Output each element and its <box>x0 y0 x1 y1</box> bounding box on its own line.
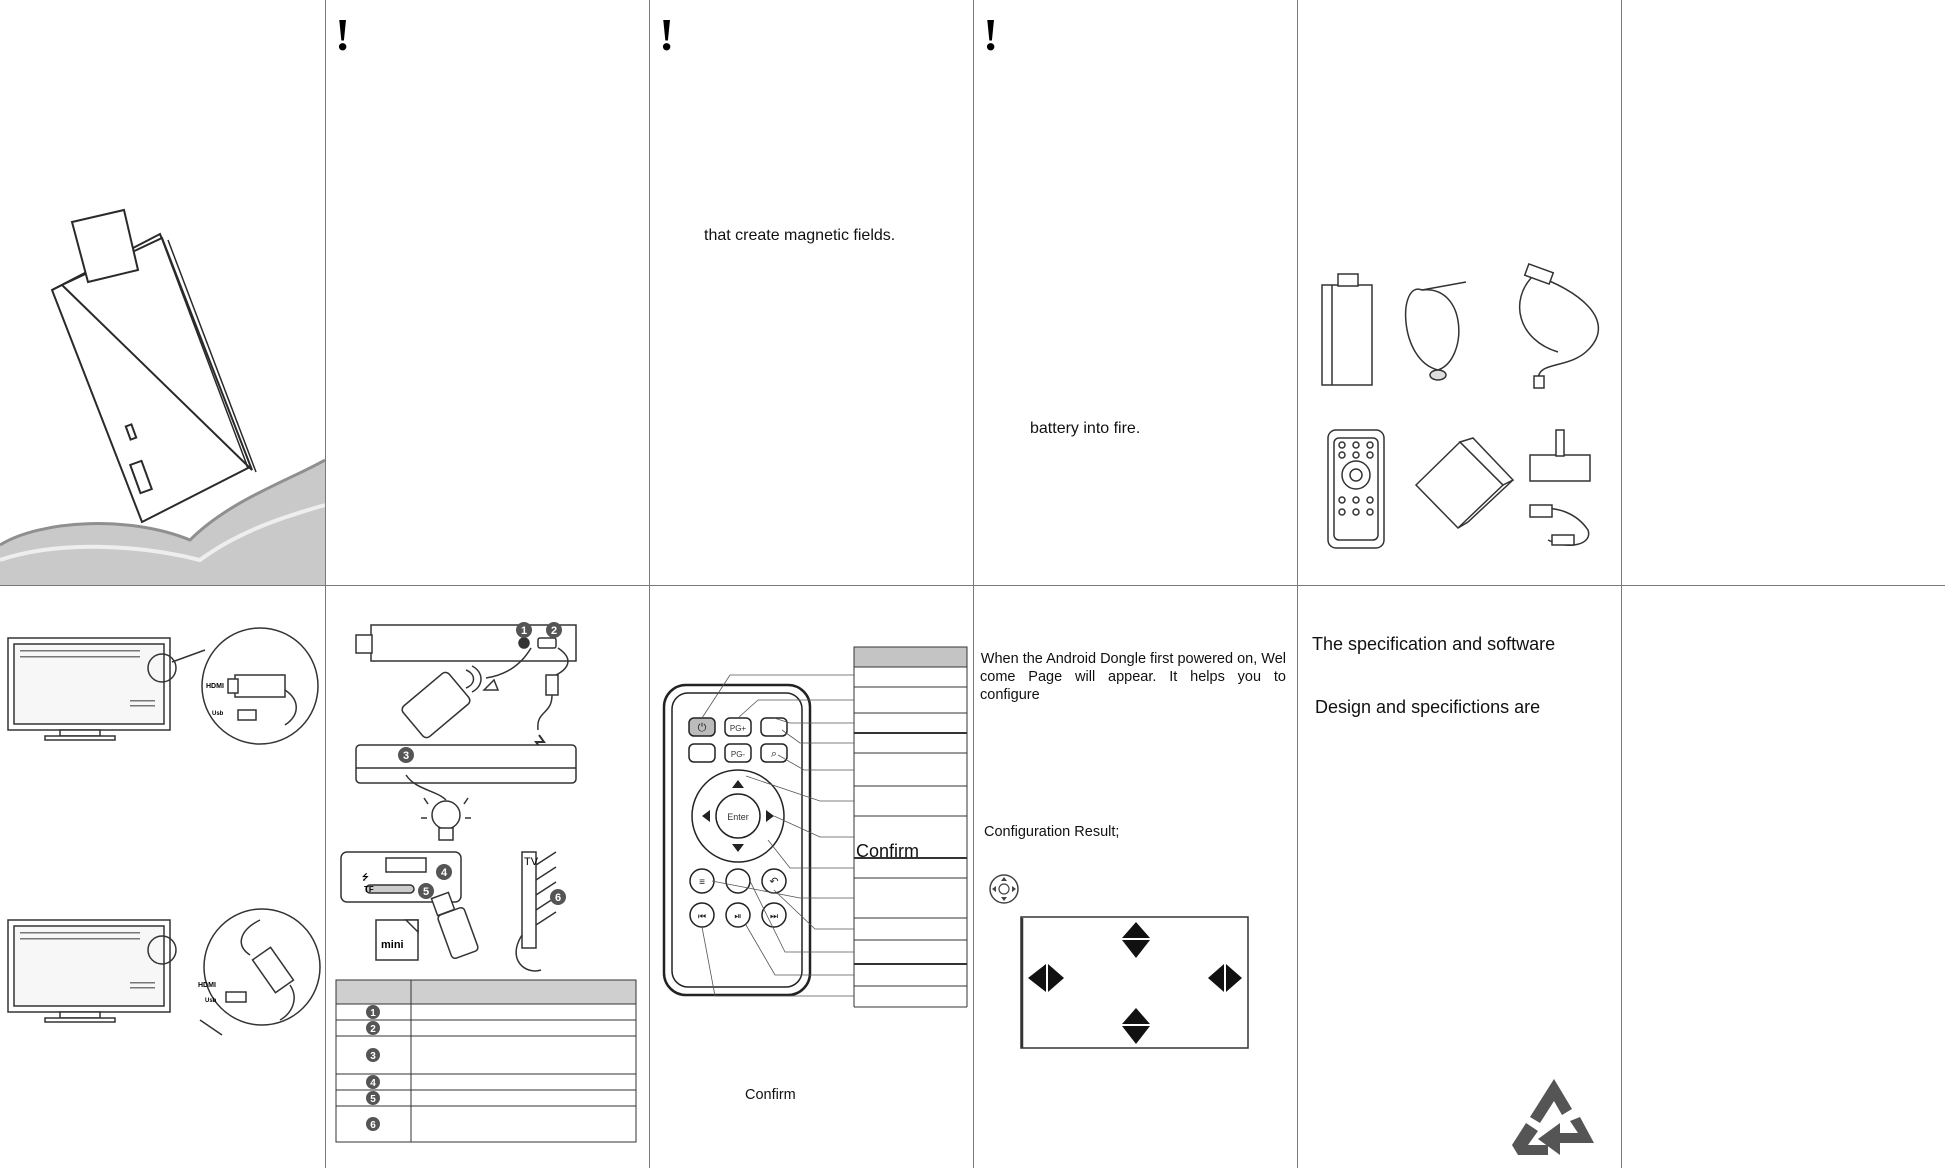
pg-up-label: PG+ <box>729 724 747 733</box>
play-pause-icon: ⏯ <box>734 911 742 921</box>
previous-icon: ⏮ <box>697 911 707 921</box>
menu-icon: ≡ <box>699 877 705 888</box>
recycle-icon <box>1512 1075 1596 1159</box>
next-icon: ⏭ <box>769 911 779 921</box>
exclamation-icon: ! <box>983 9 999 60</box>
magnetic-fields-text: that create magnetic fields. <box>704 227 896 244</box>
row-divider <box>0 585 1945 586</box>
svg-text:3: 3 <box>402 750 410 762</box>
remote-label-table <box>854 647 967 1007</box>
table-row: 3 <box>370 1051 376 1062</box>
table-row: 6 <box>370 1120 376 1131</box>
remote-confirm-text: Confirm <box>745 1087 796 1103</box>
usb-symbol: ⭍ <box>362 873 369 882</box>
tv-label: TV <box>524 856 539 868</box>
pg-down-label: PG- <box>730 750 746 759</box>
search-icon: ⌕ <box>770 748 778 760</box>
dpad-icon <box>988 873 1020 905</box>
spec-line-1: The specification and software <box>1312 634 1556 654</box>
configuration-result-label: Configuration Result; <box>984 824 1120 840</box>
column-divider <box>973 0 974 1168</box>
setup-intro-line: When the Android Dongle first powered on, Wel <box>980 651 1286 667</box>
column-divider <box>1621 0 1622 1168</box>
mini-sd-label: mini <box>381 939 404 951</box>
cover-dongle-illustration <box>0 0 325 585</box>
remote-control-diagram <box>650 590 973 1010</box>
usb-label: Usb <box>212 711 224 717</box>
usb-label: Usb <box>205 998 217 1004</box>
power-icon: ⏻ <box>697 722 707 734</box>
enter-button-label: Enter <box>727 812 749 822</box>
exclamation-icon: ! <box>659 9 675 60</box>
back-icon: ↶ <box>769 876 779 888</box>
table-row: 5 <box>370 1094 376 1105</box>
hdmi-label: HDMI <box>206 683 224 690</box>
tv-connection-illustration <box>0 590 325 1060</box>
svg-text:5: 5 <box>422 886 430 898</box>
spec-line-2: Design and specifictions are <box>1315 697 1541 717</box>
hdmi-label: HDMI <box>198 982 216 989</box>
calibration-screen <box>1020 916 1250 1050</box>
remote-confirm-label: Confirm <box>856 841 920 861</box>
table-row: 4 <box>370 1078 376 1089</box>
battery-fire-text: battery into fire. <box>1030 420 1141 437</box>
exclamation-icon: ! <box>335 9 351 60</box>
table-row: 1 <box>370 1008 376 1019</box>
column-divider <box>1297 0 1298 1168</box>
setup-intro-text <box>980 650 1286 704</box>
setup-intro-line: come Page will appear. It helps you to configure <box>980 669 1286 703</box>
package-contents-illustration <box>1298 260 1621 560</box>
tf-label: TF <box>364 885 374 894</box>
svg-text:6: 6 <box>554 892 562 904</box>
ports-illustration <box>326 590 649 1165</box>
svg-text:4: 4 <box>440 867 448 879</box>
svg-text:2: 2 <box>550 625 558 637</box>
table-row: 2 <box>370 1024 376 1035</box>
svg-text:1: 1 <box>520 625 528 637</box>
